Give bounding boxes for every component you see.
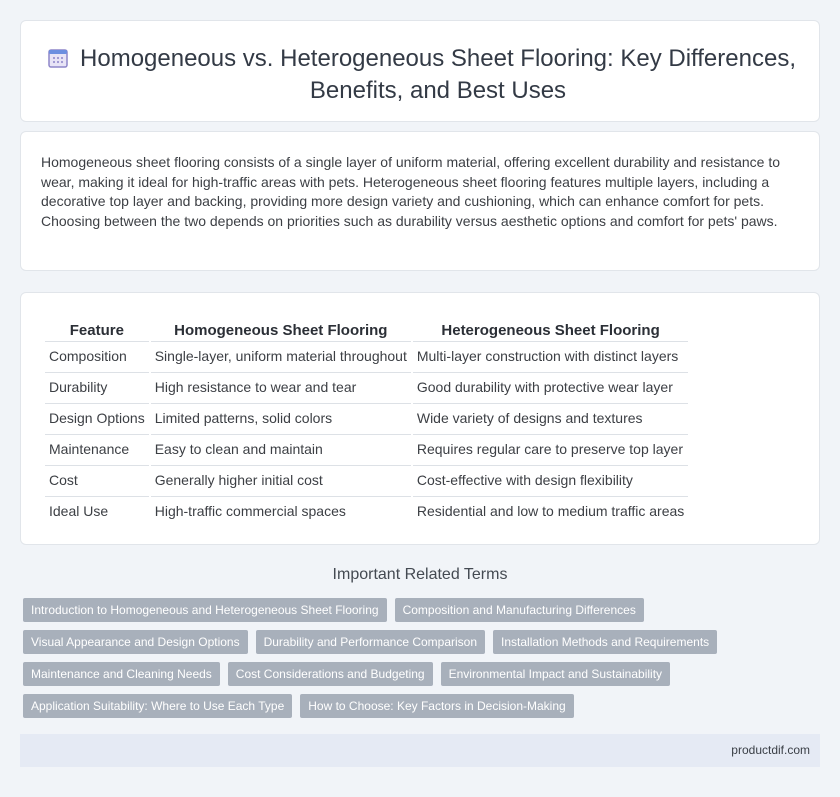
- table-cell: High-traffic commercial spaces: [151, 496, 411, 525]
- table-cell: Composition: [45, 341, 149, 370]
- related-term-tag[interactable]: Visual Appearance and Design Options: [23, 630, 248, 654]
- related-term-tag[interactable]: Introduction to Homogeneous and Heterogeneous Sheet Flooring: [23, 598, 387, 622]
- related-term-tag[interactable]: Maintenance and Cleaning Needs: [23, 662, 220, 686]
- table-cell: Easy to clean and maintain: [151, 434, 411, 463]
- footer-site-link[interactable]: productdif.com: [731, 743, 810, 757]
- intro-paragraph: Homogeneous sheet flooring consists of a single layer of uniform material, offering excellent durability and resistance to wear, making it ideal for high-traffic areas with pets. Heterogeneous sheet flooring features multiple layers, including a decorative top layer and backing, providing more design variety and cushioning, which can enhance comfort for pets. Choosing between the two depends on priorities such as durability versus aesthetic options and comfort for pets' paws.: [41, 154, 781, 229]
- table-cell: Single-layer, uniform material throughout: [151, 341, 411, 370]
- table-row: [45, 403, 688, 432]
- related-terms-list: [23, 598, 823, 726]
- table-cell: Good durability with protective wear layer: [413, 372, 688, 401]
- related-term-tag[interactable]: Installation Methods and Requirements: [493, 630, 717, 654]
- related-term-tag[interactable]: Application Suitability: Where to Use Each Type: [23, 694, 292, 718]
- table-cell: Design Options: [45, 403, 149, 432]
- table-cell: Cost-effective with design flexibility: [413, 465, 688, 494]
- table-cell: Ideal Use: [45, 496, 149, 525]
- table-row: [45, 465, 688, 494]
- tag-row: [23, 694, 823, 718]
- table-cell: Cost: [45, 465, 149, 494]
- comparison-table: [43, 316, 690, 527]
- table-cell: Residential and low to medium traffic areas: [413, 496, 688, 525]
- header-card: [20, 20, 820, 122]
- related-term-tag[interactable]: Composition and Manufacturing Differences: [395, 598, 644, 622]
- table-cell: Maintenance: [45, 434, 149, 463]
- table-cell: Wide variety of designs and textures: [413, 403, 688, 432]
- table-row: [45, 372, 688, 401]
- table-row: [45, 341, 688, 370]
- intro-card: [20, 131, 820, 271]
- table-cell: High resistance to wear and tear: [151, 372, 411, 401]
- table-cell: Generally higher initial cost: [151, 465, 411, 494]
- table-header-row: [45, 318, 688, 339]
- header-heterogeneous: Heterogeneous Sheet Flooring: [441, 321, 660, 339]
- related-term-tag[interactable]: Cost Considerations and Budgeting: [228, 662, 433, 686]
- page-title: Homogeneous vs. Heterogeneous Sheet Flooring: Key Differences, Benefits, and Best Uses: [80, 45, 796, 104]
- tag-row: [23, 630, 823, 654]
- header-homogeneous: Homogeneous Sheet Flooring: [174, 321, 388, 339]
- table-row: [45, 496, 688, 525]
- related-term-tag[interactable]: Environmental Impact and Sustainability: [441, 662, 670, 686]
- header-feature: Feature: [69, 321, 124, 339]
- table-cell: Durability: [45, 372, 149, 401]
- tag-row: [23, 598, 823, 622]
- related-term-tag[interactable]: How to Choose: Key Factors in Decision-Making: [300, 694, 573, 718]
- related-term-tag[interactable]: Durability and Performance Comparison: [256, 630, 485, 654]
- related-terms-title: Important Related Terms: [332, 566, 508, 583]
- footer: [20, 734, 820, 767]
- comparison-card: [20, 292, 820, 545]
- tag-row: [23, 662, 823, 686]
- table-row: [45, 434, 688, 463]
- table-cell: Requires regular care to preserve top layer: [413, 434, 688, 463]
- table-cell: Multi-layer construction with distinct layers: [413, 341, 688, 370]
- table-cell: Limited patterns, solid colors: [151, 403, 411, 432]
